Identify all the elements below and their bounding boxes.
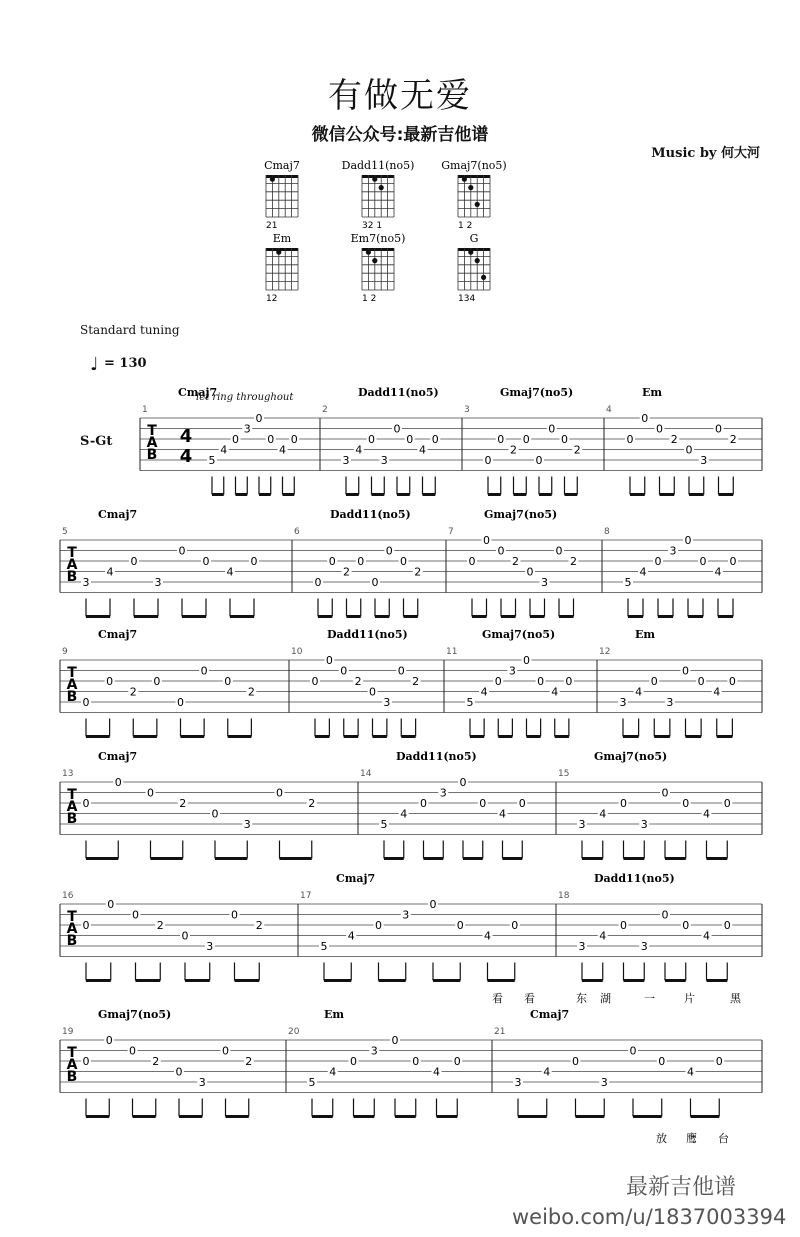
fret-number: 0: [222, 1044, 229, 1058]
fret-number: 5: [320, 940, 328, 953]
tab-clef-letter: B: [66, 811, 78, 827]
fret-number: 4: [433, 1065, 440, 1079]
fret-number: 0: [290, 433, 298, 446]
fret-number: 0: [494, 675, 502, 688]
fret-number: 0: [626, 433, 634, 446]
finger-dot: [379, 185, 384, 190]
tab-clef-letter: A: [66, 1057, 78, 1073]
fret-number: 4: [480, 685, 488, 699]
instrument-label: S-Gt: [80, 434, 113, 449]
fret-number: 0: [369, 685, 376, 699]
tab-clef-letter: B: [146, 447, 158, 463]
chord-diagram-name: Gmaj7(no5): [441, 159, 507, 172]
fret-number: 2: [414, 565, 422, 579]
fret-number: 3: [370, 1044, 378, 1058]
fret-number: 3: [619, 696, 627, 709]
fret-number: 0: [211, 807, 219, 821]
tab-clef-letter: T: [147, 423, 157, 439]
finger-dot: [270, 177, 275, 182]
fret-number: 5: [466, 696, 474, 709]
fret-number: 0: [658, 1055, 666, 1068]
finger-dot: [475, 202, 480, 207]
fret-number: 4: [419, 443, 426, 457]
measure-chord-name: Gmaj7(no5): [484, 508, 558, 521]
fret-number: 0: [699, 555, 707, 568]
fret-number: 0: [132, 908, 139, 922]
tab-clef-letter: B: [66, 569, 78, 585]
finger-dot: [475, 258, 480, 263]
fret-number: 4: [703, 929, 710, 943]
fret-number: 2: [308, 797, 316, 810]
fret-number: 0: [357, 555, 365, 568]
lyric-char: 看: [524, 992, 535, 1005]
measure-number: 8: [604, 527, 610, 537]
fret-number: 0: [629, 1044, 637, 1058]
fret-number: 0: [650, 675, 658, 688]
measure-chord-name: Cmaj7: [98, 750, 138, 763]
lyric-char: 看: [492, 992, 503, 1005]
fret-number: 4: [329, 1065, 337, 1079]
fret-number: 4: [635, 685, 643, 699]
tab-clef-letter: A: [66, 799, 78, 815]
fret-number: 0: [537, 675, 545, 688]
tuning-label: Standard tuning: [80, 323, 180, 337]
measure-chord-name: Gmaj7(no5): [482, 628, 556, 641]
fret-number: 4: [355, 443, 363, 457]
fret-number: 0: [523, 654, 530, 667]
fret-number: 3: [578, 940, 586, 953]
fret-number: 0: [483, 534, 490, 547]
fret-number: 2: [354, 675, 362, 688]
fret-number: 2: [156, 919, 164, 932]
fret-number: 0: [328, 555, 336, 568]
measure-chord-name: Gmaj7(no5): [500, 386, 574, 399]
measure-chord-name: Dadd11(no5): [330, 508, 411, 521]
finger-dot: [468, 185, 473, 190]
measure-chord-name: Cmaj7: [98, 508, 138, 521]
tab-clef-letter: A: [66, 557, 78, 573]
measure-chord-name: Dadd11(no5): [396, 750, 477, 763]
fret-number: 0: [548, 422, 556, 436]
fret-number: 2: [570, 555, 577, 568]
fret-number: 0: [224, 675, 232, 688]
fret-number: 0: [555, 544, 563, 558]
fret-number: 3: [82, 576, 90, 589]
fret-number: 0: [682, 797, 690, 810]
watermark-logo: 最新吉他谱: [626, 1175, 737, 1200]
measure-number: 1: [142, 405, 148, 415]
fret-number: 3: [439, 786, 447, 800]
fret-number: 2: [670, 433, 678, 446]
fret-number: 0: [468, 555, 476, 568]
fret-number: 3: [640, 818, 648, 831]
chord-diagram-nut: [458, 248, 490, 251]
finger-dot: [468, 250, 473, 255]
fret-number: 0: [130, 555, 138, 568]
quarter-note-icon: ♩: [90, 354, 99, 375]
measure-number: 9: [62, 647, 68, 657]
finger-dot: [276, 250, 281, 255]
measure-number: 2: [322, 405, 328, 415]
measure-chord-name: Cmaj7: [178, 386, 218, 399]
fret-number: 0: [375, 919, 382, 932]
chord-diagram-name: G: [469, 232, 479, 245]
tempo-marking: = 130: [104, 356, 147, 371]
fret-number: 0: [397, 664, 405, 678]
fret-number: 0: [535, 454, 543, 467]
fret-number: 4: [226, 565, 234, 579]
fret-number: 3: [578, 818, 586, 831]
finger-dot: [462, 177, 467, 182]
fret-number: 3: [640, 940, 648, 953]
measure-chord-name: Dadd11(no5): [327, 628, 408, 641]
fret-number: 4: [551, 685, 559, 699]
fret-number: 5: [308, 1076, 316, 1089]
measure-number: 6: [294, 527, 300, 537]
measure-chord-name: Dadd11(no5): [358, 386, 439, 399]
tab-clef-letter: A: [66, 921, 78, 937]
fret-number: 0: [656, 422, 663, 436]
fret-number: 0: [82, 1055, 90, 1068]
chord-diagram-name: Em7(no5): [350, 232, 406, 245]
fret-number: 0: [200, 664, 208, 678]
fret-number: 0: [484, 454, 492, 467]
measure-number: 16: [62, 891, 74, 901]
fret-number: 4: [599, 929, 607, 943]
finger-dot: [481, 275, 486, 280]
fret-number: 3: [383, 696, 391, 709]
fret-number: 2: [129, 685, 137, 699]
fret-number: 2: [512, 555, 519, 568]
fret-number: 0: [105, 1034, 113, 1047]
time-signature-bottom: 4: [179, 446, 193, 467]
fret-number: 4: [703, 807, 710, 821]
measure-chord-name: Cmaj7: [98, 628, 138, 641]
measure-number: 4: [606, 405, 612, 415]
measure-chord-name: Dadd11(no5): [594, 872, 675, 885]
tab-clef-letter: T: [67, 909, 77, 925]
fret-number: 0: [479, 797, 487, 810]
fret-number: 0: [572, 1055, 579, 1068]
fret-number: 0: [393, 422, 401, 436]
fret-number: 3: [514, 1076, 522, 1089]
fret-number: 0: [314, 576, 322, 589]
fret-number: 2: [245, 1055, 253, 1068]
fret-number: 0: [497, 544, 505, 558]
fret-number: 2: [573, 443, 581, 457]
fret-number: 0: [255, 412, 263, 425]
fret-number: 0: [82, 696, 90, 709]
fret-number: 3: [342, 454, 350, 467]
fret-number: 4: [347, 929, 355, 943]
lyric-char: 放: [656, 1132, 667, 1145]
fret-number: 0: [715, 422, 722, 436]
fret-number: 0: [177, 696, 184, 709]
fret-number: 0: [429, 898, 437, 911]
measure-number: 15: [558, 769, 570, 779]
fret-number: 0: [412, 1055, 420, 1068]
fret-number: 0: [620, 797, 627, 810]
fret-number: 4: [687, 1065, 694, 1079]
measure-chord-name: Cmaj7: [336, 872, 376, 885]
fret-number: 0: [728, 675, 736, 688]
song-title: 有做无爱: [328, 76, 472, 116]
fret-number: 0: [325, 654, 333, 667]
tab-clef-letter: B: [66, 1069, 78, 1085]
fret-number: 0: [231, 908, 238, 922]
measure-number: 10: [291, 647, 303, 657]
fret-number: 0: [682, 664, 689, 678]
tab-clef-letter: T: [67, 545, 77, 561]
fret-number: 0: [129, 1044, 136, 1058]
fret-number: 2: [179, 797, 187, 810]
lyric-char: 东: [576, 992, 587, 1005]
fret-number: 5: [624, 576, 632, 589]
fret-number: 3: [243, 422, 251, 436]
fret-number: 0: [82, 919, 90, 932]
fret-number: 4: [484, 929, 491, 943]
fret-number: 3: [666, 696, 674, 709]
chord-diagram-fingering: 32 1: [362, 221, 383, 231]
measure-chord-name: Em: [642, 386, 663, 399]
fret-number: 3: [154, 576, 162, 589]
fret-number: 4: [106, 565, 114, 579]
fret-number: 3: [206, 940, 214, 953]
fret-number: 0: [561, 433, 568, 446]
measure-number: 12: [599, 647, 611, 657]
chord-diagram-name: Cmaj7: [264, 159, 300, 172]
fret-number: 0: [385, 544, 393, 558]
chord-diagram-nut: [266, 248, 298, 251]
tab-clef-letter: B: [66, 933, 78, 949]
fret-number: 0: [175, 1065, 183, 1079]
fret-number: 0: [368, 433, 375, 446]
measure-number: 14: [360, 769, 372, 779]
fret-number: 0: [232, 433, 239, 446]
song-subtitle: 微信公众号:最新吉他谱: [311, 125, 489, 145]
fret-number: 5: [380, 818, 388, 831]
fret-number: 0: [661, 786, 669, 800]
tab-clef-letter: B: [66, 689, 78, 705]
measure-chord-name: Cmaj7: [530, 1008, 570, 1021]
fret-number: 0: [350, 1055, 357, 1068]
measure-number: 3: [464, 405, 470, 415]
fret-number: 4: [713, 685, 721, 699]
fret-number: 3: [541, 576, 548, 589]
fret-number: 0: [453, 1055, 461, 1068]
fret-number: 0: [250, 555, 258, 568]
chord-diagram-fingering: 12: [266, 294, 278, 304]
fret-number: 0: [371, 576, 379, 589]
fret-number: 0: [114, 776, 122, 789]
fret-number: 0: [685, 443, 693, 457]
fret-number: 3: [402, 908, 410, 922]
fret-number: 0: [276, 786, 283, 800]
fret-number: 0: [391, 1034, 399, 1047]
fret-number: 0: [715, 1055, 723, 1068]
fret-number: 0: [181, 929, 189, 943]
chord-diagram-fingering: 21: [266, 221, 278, 231]
fret-number: 3: [700, 454, 708, 467]
fret-number: 0: [459, 776, 467, 789]
fret-number: 4: [543, 1065, 551, 1079]
lyric-char: 鹰: [686, 1132, 697, 1145]
fret-number: 0: [147, 786, 154, 800]
chord-diagram-name: Em: [272, 232, 292, 245]
fret-number: 0: [456, 919, 464, 932]
fret-number: 4: [499, 807, 506, 821]
fret-number: 0: [723, 797, 731, 810]
fret-number: 5: [208, 454, 216, 467]
measure-chord-name: Gmaj7(no5): [594, 750, 668, 763]
lyric-char: 片: [684, 992, 695, 1005]
chord-diagram-fingering: 1 2: [362, 294, 377, 304]
measure-chord-name: Gmaj7(no5): [98, 1008, 172, 1021]
measure-number: 20: [288, 1027, 300, 1037]
fret-number: 0: [684, 534, 692, 547]
lyric-char: 一: [644, 992, 655, 1005]
fret-number: 0: [202, 555, 210, 568]
fret-number: 2: [152, 1055, 160, 1068]
measure-number: 21: [494, 1027, 506, 1037]
fret-number: 0: [406, 433, 414, 446]
fret-number: 3: [508, 664, 516, 678]
tab-clef-letter: A: [146, 435, 158, 451]
lyric-char: 台: [718, 1132, 729, 1145]
chord-diagram-fingering: 134: [458, 294, 476, 304]
lyric-char: 黑: [730, 992, 741, 1005]
chord-diagram-nut: [362, 175, 394, 178]
fret-number: 0: [518, 797, 526, 810]
fret-number: 4: [599, 807, 607, 821]
fret-number: 2: [247, 685, 255, 699]
fret-number: 0: [697, 675, 705, 688]
fret-number: 2: [412, 675, 420, 688]
fret-number: 3: [380, 454, 388, 467]
fret-number: 3: [243, 818, 251, 831]
measure-number: 18: [558, 891, 570, 901]
tab-clef-letter: T: [67, 665, 77, 681]
fret-number: 2: [343, 565, 350, 579]
watermark-url: weibo.com/u/1837003394: [512, 1205, 787, 1229]
fret-number: 4: [639, 565, 647, 579]
fret-number: 4: [279, 443, 286, 457]
fret-number: 4: [400, 807, 408, 821]
fret-number: 0: [267, 433, 275, 446]
fret-number: 0: [82, 797, 90, 810]
time-signature-top: 4: [179, 426, 193, 447]
fret-number: 0: [107, 898, 115, 911]
fret-number: 0: [682, 919, 690, 932]
fret-number: 0: [661, 908, 669, 922]
fret-number: 0: [497, 433, 505, 446]
finger-dot: [372, 177, 377, 182]
fret-number: 3: [600, 1076, 608, 1089]
fret-number: 0: [420, 797, 427, 810]
tab-clef-letter: T: [67, 787, 77, 803]
fret-number: 2: [255, 919, 263, 932]
fret-number: 0: [522, 433, 530, 446]
chord-diagram-name: Dadd11(no5): [341, 159, 415, 172]
tab-clef-letter: A: [66, 677, 78, 693]
measure-number: 17: [300, 891, 312, 901]
measure-number: 7: [448, 527, 454, 537]
finger-dot: [366, 250, 371, 255]
let-ring-instruction: let ring throughout: [196, 392, 294, 403]
fret-number: 0: [654, 555, 662, 568]
fret-number: 0: [526, 565, 534, 579]
fret-number: 3: [669, 544, 677, 558]
fret-number: 4: [714, 565, 722, 579]
fret-number: 0: [153, 675, 161, 688]
fret-number: 2: [729, 433, 737, 446]
fret-number: 4: [220, 443, 228, 457]
measure-number: 5: [62, 527, 68, 537]
measure-number: 11: [446, 647, 458, 657]
fret-number: 0: [400, 555, 407, 568]
fret-number: 0: [723, 919, 731, 932]
measure-number: 19: [62, 1027, 74, 1037]
measure-chord-name: Em: [635, 628, 656, 641]
fret-number: 0: [511, 919, 519, 932]
fret-number: 0: [106, 675, 114, 688]
fret-number: 0: [620, 919, 627, 932]
finger-dot: [372, 258, 377, 263]
lyric-char: 湖: [600, 992, 611, 1005]
tab-clef-letter: T: [67, 1045, 77, 1061]
chord-diagram-fingering: 1 2: [458, 221, 473, 231]
fret-number: 0: [641, 412, 649, 425]
measure-number: 13: [62, 769, 74, 779]
fret-number: 0: [311, 675, 319, 688]
fret-number: 2: [510, 443, 517, 457]
fret-number: 3: [198, 1076, 206, 1089]
fret-number: 0: [178, 544, 186, 558]
fret-number: 0: [340, 664, 348, 678]
fret-number: 0: [565, 675, 573, 688]
measure-chord-name: Em: [324, 1008, 345, 1021]
fret-number: 0: [729, 555, 737, 568]
music-credit: Music by 何大河: [651, 146, 760, 161]
fret-number: 0: [431, 433, 439, 446]
